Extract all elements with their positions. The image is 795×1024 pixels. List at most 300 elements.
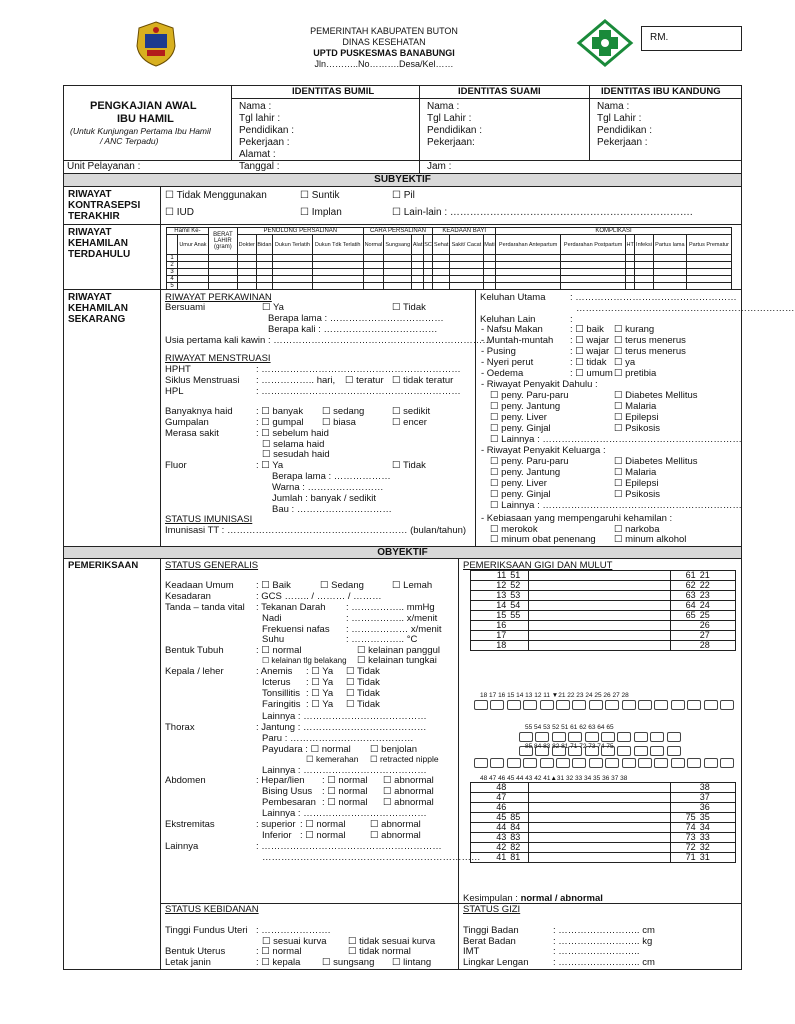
table-cell[interactable] xyxy=(686,269,731,276)
tooth-diagram[interactable] xyxy=(671,758,685,768)
tooth-diagram[interactable] xyxy=(556,758,570,768)
kontrasepsi-implan[interactable]: ☐ Implan xyxy=(300,207,342,218)
tooth-finding[interactable] xyxy=(529,843,671,853)
tooth-finding[interactable] xyxy=(529,611,671,621)
tooth-diagram[interactable] xyxy=(617,732,631,742)
tooth-diagram[interactable] xyxy=(634,746,648,756)
tooth-row xyxy=(471,581,736,591)
tooth-finding[interactable] xyxy=(529,621,671,631)
kepala-lainnya[interactable]: Lainnya : ………………………………… xyxy=(262,711,427,722)
inferior-abnormal[interactable]: ☐ abnormal xyxy=(370,830,421,841)
bumil-nama[interactable]: Nama : xyxy=(239,101,272,112)
tooth-diagram[interactable] xyxy=(671,700,685,710)
tooth-finding[interactable] xyxy=(529,783,671,793)
gumpal-opt[interactable]: : ☐ gumpal xyxy=(256,417,304,428)
table-cell[interactable] xyxy=(208,262,237,269)
kepala-item-ya[interactable]: : ☐ Ya xyxy=(306,666,334,677)
kontrasepsi-tidak[interactable]: ☐ Tidak Menggunakan xyxy=(165,190,267,201)
tooth-diagram[interactable] xyxy=(556,700,570,710)
table-cell[interactable] xyxy=(256,255,273,262)
tooth-diagram[interactable] xyxy=(474,700,488,710)
table-cell[interactable] xyxy=(312,276,363,283)
rpd-opt[interactable]: ☐ Psikosis xyxy=(614,423,660,434)
table-cell[interactable] xyxy=(433,276,450,283)
rpd-opt[interactable]: ☐ Epilepsi xyxy=(614,412,659,423)
table-cell[interactable] xyxy=(363,255,384,262)
tfu-tidak-sesuai[interactable]: ☐ tidak sesuai kurva xyxy=(348,936,436,947)
payudara-kemerahan[interactable]: ☐ kemerahan xyxy=(306,754,359,764)
tanggal[interactable]: Tanggal : xyxy=(239,161,280,172)
inferior-normal[interactable]: : ☐ normal xyxy=(300,830,346,841)
table-cell[interactable] xyxy=(483,269,495,276)
table-cell[interactable] xyxy=(433,262,450,269)
table-cell[interactable] xyxy=(635,276,654,283)
rpk-opt[interactable]: ☐ peny. Ginjal xyxy=(490,489,551,500)
tooth-finding[interactable] xyxy=(529,641,671,651)
tooth-finding[interactable] xyxy=(529,601,671,611)
tb-field[interactable]: : …………………….. cm xyxy=(553,925,655,936)
lila-field[interactable]: : …………………….. cm xyxy=(553,957,655,968)
tooth-diagram[interactable] xyxy=(490,758,504,768)
berapa-kali[interactable]: Berapa kali : ……………………………… xyxy=(268,324,438,335)
encer-opt[interactable]: ☐ encer xyxy=(392,417,427,428)
tooth-diagram[interactable] xyxy=(704,758,718,768)
col-header: Umur Anak xyxy=(178,235,209,255)
table-cell[interactable] xyxy=(626,262,635,269)
col-header: Perdarahan Postpartum xyxy=(561,235,626,255)
fluor-tidak[interactable]: ☐ Tidak xyxy=(392,460,426,471)
table-cell[interactable] xyxy=(626,255,635,262)
kebiasaan-opt[interactable]: ☐ minum obat penenang xyxy=(490,534,596,545)
table-cell[interactable] xyxy=(450,255,484,262)
kepala-item-ya[interactable]: : ☐ Ya xyxy=(306,677,334,688)
tooth-diagram[interactable] xyxy=(650,746,664,756)
tooth-diagram[interactable] xyxy=(617,746,631,756)
table-cell[interactable] xyxy=(450,269,484,276)
siklus-field[interactable]: : …………….. hari, xyxy=(256,375,336,386)
tooth-finding[interactable] xyxy=(529,833,671,843)
table-cell[interactable] xyxy=(273,276,312,283)
table-cell[interactable] xyxy=(312,255,363,262)
imunisasi-tt[interactable]: Imunisasi TT : ………………………………………………… (bulan/tahun) xyxy=(165,525,467,536)
row-number: 3 xyxy=(167,269,178,276)
rpk-lainnya[interactable]: ☐ Lainnya : ……………………………………………………… xyxy=(490,500,742,511)
table-cell[interactable] xyxy=(178,269,209,276)
table-cell[interactable] xyxy=(496,276,561,283)
table-cell[interactable] xyxy=(208,255,237,262)
tooth-diagram[interactable] xyxy=(638,700,652,710)
table-cell[interactable] xyxy=(635,255,654,262)
tooth-diagram[interactable] xyxy=(572,700,586,710)
lj-sungsang[interactable]: ☐ sungsang xyxy=(322,957,375,968)
tooth-finding[interactable] xyxy=(529,823,671,833)
bt-belakang[interactable]: ☐ kelainan tlg belakang xyxy=(262,656,347,665)
tooth-diagram[interactable] xyxy=(540,758,554,768)
table-cell[interactable] xyxy=(496,262,561,269)
tooth-finding[interactable] xyxy=(529,853,671,863)
ibu-tgl[interactable]: Tgl Lahir : xyxy=(597,113,642,124)
bersuami-ya[interactable]: ☐ Ya xyxy=(262,302,284,313)
tooth-diagram[interactable] xyxy=(589,758,603,768)
nadi-field[interactable]: : …………….. x/menit xyxy=(346,613,438,624)
lainnya-field[interactable]: : ………………………………………………… xyxy=(256,841,442,852)
tooth-number-primary: 74 xyxy=(671,823,698,833)
kontrasepsi-iud[interactable]: ☐ IUD xyxy=(165,207,194,218)
kebiasaan-opt[interactable]: ☐ minum alkohol xyxy=(614,534,687,545)
table-cell[interactable] xyxy=(423,262,432,269)
table-cell[interactable] xyxy=(483,262,495,269)
tooth-diagram[interactable] xyxy=(720,758,734,768)
tooth-diagram[interactable] xyxy=(523,700,537,710)
bt-normal[interactable]: : ☐ normal xyxy=(256,645,302,656)
tooth-number-primary xyxy=(671,621,698,631)
pembesaran-abnormal[interactable]: ☐ abnormal xyxy=(383,797,434,808)
tfu-field[interactable]: : …………………. xyxy=(256,925,331,936)
tooth-diagram[interactable] xyxy=(474,758,488,768)
table-cell[interactable] xyxy=(561,262,626,269)
table-cell[interactable] xyxy=(653,276,686,283)
table-cell[interactable] xyxy=(384,262,412,269)
tooth-diagram[interactable] xyxy=(507,758,521,768)
table-cell[interactable] xyxy=(178,255,209,262)
table-cell[interactable] xyxy=(363,269,384,276)
tooth-finding[interactable] xyxy=(529,813,671,823)
tooth-diagram[interactable] xyxy=(704,700,718,710)
tooth-diagram[interactable] xyxy=(490,700,504,710)
bu-tidak-normal[interactable]: ☐ tidak normal xyxy=(348,946,411,957)
table-cell[interactable] xyxy=(178,262,209,269)
ku-sedang[interactable]: ☐ Sedang xyxy=(320,580,364,591)
tooth-diagram[interactable] xyxy=(507,700,521,710)
table-cell[interactable] xyxy=(363,276,384,283)
tooth-diagram[interactable] xyxy=(667,732,681,742)
superior-normal[interactable]: : ☐ normal xyxy=(300,819,346,830)
lainnya-field2[interactable]: …………………………………………………………… xyxy=(262,852,481,863)
table-cell[interactable] xyxy=(626,269,635,276)
fluor-warna[interactable]: Warna : …………………… xyxy=(272,482,384,493)
tooth-diagram[interactable] xyxy=(622,758,636,768)
tooth-number: 42 xyxy=(471,843,509,853)
tooth-diagram[interactable] xyxy=(720,700,734,710)
bersuami-tidak[interactable]: ☐ Tidak xyxy=(392,302,426,313)
tooth-row xyxy=(471,621,736,631)
rpk-opt[interactable]: ☐ peny. Liver xyxy=(490,478,547,489)
rpk-opt[interactable]: ☐ Diabetes Mellitus xyxy=(614,456,698,467)
payudara-normal[interactable]: Payudara : ☐ normal xyxy=(262,744,351,755)
suami-pendidikan[interactable]: Pendidikan : xyxy=(427,125,483,136)
rpk-opt[interactable]: ☐ Psikosis xyxy=(614,489,660,500)
table-cell[interactable] xyxy=(626,276,635,283)
tooth-diagram[interactable] xyxy=(687,758,701,768)
table-cell[interactable] xyxy=(635,269,654,276)
table-cell[interactable] xyxy=(450,262,484,269)
paru-field[interactable]: Paru : ………………………………… xyxy=(262,733,414,744)
sakit-opt2[interactable]: ☐ selama haid xyxy=(262,439,325,450)
kepala-item-ya[interactable]: : ☐ Ya xyxy=(306,688,334,699)
tb-label: Tinggi Badan xyxy=(463,925,519,936)
sedang-opt[interactable]: ☐ sedang xyxy=(322,406,365,417)
col-header: Dukun Terlatih xyxy=(273,235,312,255)
table-cell[interactable] xyxy=(483,276,495,283)
table-cell[interactable] xyxy=(483,255,495,262)
keluhan-item-opt1[interactable]: : ☐ baik xyxy=(570,324,604,335)
kesimpulan-value[interactable]: normal / abnormal xyxy=(520,893,603,904)
rpd-opt[interactable]: ☐ peny. Paru-paru xyxy=(490,390,569,401)
ku-label: Keadaan Umum xyxy=(165,580,234,591)
keluhan-item-opt2[interactable]: ☐ terus menerus xyxy=(614,346,686,357)
kepala-item-tidak[interactable]: ☐ Tidak xyxy=(346,677,380,688)
rpk-opt[interactable]: ☐ peny. Paru-paru xyxy=(490,456,569,467)
table-cell[interactable] xyxy=(561,276,626,283)
biasa-opt[interactable]: ☐ biasa xyxy=(322,417,356,428)
keluhan-item-opt2[interactable]: ☐ pretibia xyxy=(614,368,657,379)
keluhan-item-opt1[interactable]: : ☐ wajar xyxy=(570,335,610,346)
table-cell[interactable] xyxy=(412,262,423,269)
tooth-diagram[interactable] xyxy=(540,700,554,710)
rpd-opt[interactable]: ☐ peny. Liver xyxy=(490,412,547,423)
kepala-item-tidak[interactable]: ☐ Tidak xyxy=(346,688,380,699)
kesadaran-field[interactable]: : GCS …….. / ……… / ……… xyxy=(256,591,382,602)
tooth-diagram[interactable] xyxy=(650,732,664,742)
table-cell[interactable] xyxy=(635,262,654,269)
tooth-number: 18 xyxy=(471,641,509,651)
kontrasepsi-suntik[interactable]: ☐ Suntik xyxy=(300,190,340,201)
table-cell[interactable] xyxy=(178,276,209,283)
table-cell[interactable] xyxy=(237,255,256,262)
bising-normal[interactable]: : ☐ normal xyxy=(322,786,368,797)
kebiasaan-opt[interactable]: ☐ merokok xyxy=(490,524,538,535)
kebiasaan-opt[interactable]: ☐ narkoba xyxy=(614,524,660,535)
table-cell[interactable] xyxy=(273,255,312,262)
table-cell[interactable] xyxy=(423,255,432,262)
td-field[interactable]: : …………….. mmHg xyxy=(346,602,435,613)
tooth-diagram[interactable] xyxy=(622,700,636,710)
rpk-head: - Riwayat Penyakit Keluarga : xyxy=(481,445,606,456)
kepala-item-tidak[interactable]: ☐ Tidak xyxy=(346,699,380,710)
bt-panggul[interactable]: ☐ kelainan panggul xyxy=(357,645,440,656)
tfu-sesuai[interactable]: ☐ sesuai kurva xyxy=(262,936,327,947)
table-cell[interactable] xyxy=(496,269,561,276)
thorax-label: Thorax xyxy=(165,722,195,733)
rpk-opt[interactable]: ☐ peny. Jantung xyxy=(490,467,561,478)
tooth-diagram[interactable] xyxy=(667,746,681,756)
payudara-benjolan[interactable]: ☐ benjolan xyxy=(370,744,418,755)
bumil-pekerjaan[interactable]: Pekerjaan : xyxy=(239,137,290,148)
ibu-nama[interactable]: Nama : xyxy=(597,101,630,112)
tooth-finding[interactable] xyxy=(529,793,671,803)
rpd-opt[interactable]: ☐ peny. Jantung xyxy=(490,401,561,412)
kontrasepsi-lain[interactable]: ☐ Lain-lain : ………………………………………………………………. xyxy=(392,207,693,218)
rpk-opt[interactable]: ☐ Malaria xyxy=(614,467,657,478)
fluor-bau[interactable]: Bau : ………………………… xyxy=(272,504,392,515)
bumil-tgl[interactable]: Tgl lahir : xyxy=(239,113,281,124)
bu-normal[interactable]: : ☐ normal xyxy=(256,946,302,957)
table-cell[interactable] xyxy=(412,255,423,262)
keluhan-utama-field2[interactable]: …………………………………………………………… xyxy=(576,303,795,314)
suhu-field[interactable]: : …………….. °C xyxy=(346,634,418,645)
rr-field[interactable]: : ……………… x/menit xyxy=(346,624,442,635)
tooth-number-primary: 63 xyxy=(671,591,698,601)
unit-pelayanan[interactable]: Unit Pelayanan : xyxy=(67,161,141,172)
rpd-opt[interactable]: ☐ Malaria xyxy=(614,401,657,412)
hepar-normal[interactable]: : ☐ normal xyxy=(322,775,368,786)
table-cell[interactable] xyxy=(384,276,412,283)
tooth-finding[interactable] xyxy=(529,571,671,581)
banyak-opt[interactable]: : ☐ banyak xyxy=(256,406,304,417)
tooth-diagram[interactable] xyxy=(572,758,586,768)
table-cell[interactable] xyxy=(256,276,273,283)
table-cell[interactable] xyxy=(384,255,412,262)
kepala-item-tidak[interactable]: ☐ Tidak xyxy=(346,666,380,677)
tooth-diagram[interactable] xyxy=(634,732,648,742)
kebidanan-head: STATUS KEBIDANAN xyxy=(165,904,259,915)
kebiasaan-head: - Kebiasaan yang mempengaruhi kehamilan : xyxy=(481,513,673,524)
ibu-head: IDENTITAS IBU KANDUNG xyxy=(601,86,721,97)
kepala-item-ya[interactable]: : ☐ Ya xyxy=(306,699,334,710)
tooth-number-primary: 83 xyxy=(508,833,528,843)
thorax-lainnya[interactable]: Lainnya : ………………………………… xyxy=(262,765,427,776)
sakit-opt1[interactable]: : ☐ sebelum haid xyxy=(256,428,329,439)
table-cell[interactable] xyxy=(686,255,731,262)
table-cell[interactable] xyxy=(208,269,237,276)
tooth-number-primary xyxy=(508,803,528,813)
col-header: Sungsang xyxy=(384,235,412,255)
table-cell[interactable] xyxy=(423,269,432,276)
buton-logo xyxy=(133,20,179,68)
bumil-pendidikan[interactable]: Pendidikan : xyxy=(239,125,295,136)
grp-cara: CARA PERSALINAN xyxy=(363,228,433,235)
table-cell[interactable] xyxy=(653,262,686,269)
pembesaran-normal[interactable]: : ☐ normal xyxy=(322,797,368,808)
table-cell[interactable] xyxy=(384,269,412,276)
tooth-number: 44 xyxy=(471,823,509,833)
tooth-diagram[interactable] xyxy=(654,758,668,768)
table-cell[interactable] xyxy=(433,269,450,276)
kontrasepsi-pil[interactable]: ☐ Pil xyxy=(392,190,415,201)
bising-abnormal[interactable]: ☐ abnormal xyxy=(383,786,434,797)
rm-box[interactable] xyxy=(641,26,742,51)
tooth-diagram[interactable] xyxy=(605,758,619,768)
keluhan-item-opt1[interactable]: : ☐ tidak xyxy=(570,357,607,368)
hpl-field[interactable]: : ……………………………………………………… xyxy=(256,386,461,397)
fluor-jumlah[interactable]: Jumlah : banyak / sedikit xyxy=(272,493,377,504)
tooth-row xyxy=(471,823,736,833)
keluhan-item-opt1[interactable]: : ☐ wajar xyxy=(570,346,610,357)
table-cell[interactable] xyxy=(450,276,484,283)
lj-lintang[interactable]: ☐ lintang xyxy=(392,957,432,968)
jam[interactable]: Jam : xyxy=(427,161,452,172)
tooth-diagram[interactable] xyxy=(654,700,668,710)
keluhan-utama-field[interactable]: : …………………………………………… xyxy=(570,292,737,303)
rpk-opt[interactable]: ☐ Epilepsi xyxy=(614,478,659,489)
table-cell[interactable] xyxy=(237,276,256,283)
lj-kepala[interactable]: : ☐ kepala xyxy=(256,957,301,968)
berapa-lama[interactable]: Berapa lama : ……………………………… xyxy=(268,313,444,324)
ibu-pekerjaan[interactable]: Pekerjaan : xyxy=(597,137,648,148)
table-cell[interactable] xyxy=(237,269,256,276)
fluor-ya[interactable]: : ☐ Ya xyxy=(256,460,284,471)
table-cell[interactable] xyxy=(561,269,626,276)
payudara-retracted[interactable]: ☐ retracted nipple xyxy=(370,754,439,764)
tooth-finding[interactable] xyxy=(529,803,671,813)
tooth-diagram[interactable] xyxy=(589,700,603,710)
tooth-finding[interactable] xyxy=(529,581,671,591)
tooth-number: 34 xyxy=(698,823,736,833)
bumil-alamat[interactable]: Alamat : xyxy=(239,149,276,160)
tooth-diagram[interactable] xyxy=(605,700,619,710)
tooth-finding[interactable] xyxy=(529,591,671,601)
bt-tungkai[interactable]: ☐ kelainan tungkai xyxy=(357,655,437,666)
hpht-field[interactable]: : ……………………………………………………… xyxy=(256,364,461,375)
header-line3: UPTD PUSKESMAS BANABUNGI xyxy=(313,48,455,58)
table-cell[interactable] xyxy=(312,269,363,276)
table-cell[interactable] xyxy=(433,255,450,262)
imt-field[interactable]: : …………………….. xyxy=(553,946,640,957)
table-cell[interactable] xyxy=(256,269,273,276)
siklus-tidak-teratur[interactable]: ☐ tidak teratur xyxy=(392,375,454,386)
tooth-diagram[interactable] xyxy=(687,700,701,710)
keluhan-item-opt1[interactable]: : ☐ umum xyxy=(570,368,613,379)
table-cell[interactable] xyxy=(312,262,363,269)
tooth-finding[interactable] xyxy=(529,631,671,641)
keluhan-item-opt2[interactable]: ☐ terus menerus xyxy=(614,335,686,346)
table-cell[interactable] xyxy=(412,269,423,276)
ku-lemah[interactable]: ☐ Lemah xyxy=(392,580,433,591)
rpd-lainnya[interactable]: ☐ Lainnya : ……………………………………………………… xyxy=(490,434,742,445)
hepar-abnormal[interactable]: ☐ abnormal xyxy=(383,775,434,786)
table-cell[interactable] xyxy=(273,269,312,276)
rpd-opt[interactable]: ☐ Diabetes Mellitus xyxy=(614,390,698,401)
table-cell[interactable] xyxy=(237,262,256,269)
table-cell[interactable] xyxy=(653,269,686,276)
keluhan-item-opt2[interactable]: ☐ ya xyxy=(614,357,636,368)
fluor-lama[interactable]: Berapa lama : ……………… xyxy=(272,471,391,482)
abdomen-lainnya[interactable]: Lainnya : ………………………………… xyxy=(262,808,427,819)
table-cell[interactable] xyxy=(256,262,273,269)
suami-tgl[interactable]: Tgl Lahir : xyxy=(427,113,472,124)
ku-baik[interactable]: : ☐ Baik xyxy=(256,580,291,591)
keluhan-item-opt2[interactable]: ☐ kurang xyxy=(614,324,655,335)
superior-abnormal[interactable]: ☐ abnormal xyxy=(370,819,421,830)
table-cell[interactable] xyxy=(412,276,423,283)
table-cell[interactable] xyxy=(496,255,561,262)
col-header: Partus lama xyxy=(653,235,686,255)
sakit-opt3[interactable]: ☐ sesudah haid xyxy=(262,449,330,460)
ibu-pendidikan[interactable]: Pendidikan : xyxy=(597,125,653,136)
jantung-field[interactable]: : Jantung : ………………………………… xyxy=(256,722,427,733)
table-cell[interactable] xyxy=(208,276,237,283)
table-cell[interactable] xyxy=(363,262,384,269)
rpd-opt[interactable]: ☐ peny. Ginjal xyxy=(490,423,551,434)
bb-field[interactable]: : …………………….. kg xyxy=(553,936,653,947)
table-cell[interactable] xyxy=(653,255,686,262)
table-cell[interactable] xyxy=(561,255,626,262)
table-cell[interactable] xyxy=(273,262,312,269)
usia-kawin[interactable]: Usia pertama kali kawin : …………………………………………………………… xyxy=(165,335,492,346)
suami-nama[interactable]: Nama : xyxy=(427,101,460,112)
table-cell[interactable] xyxy=(686,276,731,283)
row-number: 1 xyxy=(167,255,178,262)
siklus-teratur[interactable]: ☐ teratur xyxy=(345,375,384,386)
table-cell[interactable] xyxy=(686,262,731,269)
tooth-diagram[interactable] xyxy=(523,758,537,768)
table-row xyxy=(167,262,732,269)
tooth-row xyxy=(471,641,736,651)
suami-pekerjaan[interactable]: Pekerjaan: xyxy=(427,137,475,148)
tooth-diagram[interactable] xyxy=(638,758,652,768)
table-cell[interactable] xyxy=(423,276,432,283)
sedikit-opt[interactable]: ☐ sedikit xyxy=(392,406,431,417)
